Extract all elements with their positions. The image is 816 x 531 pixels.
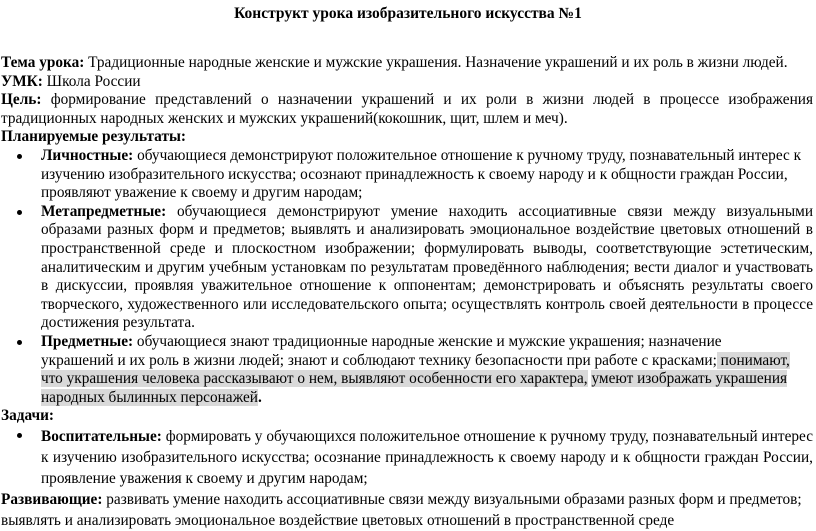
personal-text: обучающиеся демонстрируют положительное отношение к ручному труду, познавательный интерес к изучению изобразительного искусства; осознают принадлежность к своему народу и к общности граждан России, проявляют уважение к своему и другим народам;	[41, 146, 802, 202]
planned-results-heading: Планируемые результаты:	[1, 128, 186, 146]
umk-line	[1, 73, 813, 92]
umk-text: Школа России	[42, 72, 141, 90]
bullet-icon	[17, 340, 22, 345]
meta-text: обучающиеся демонстрируют умение находить ассоциативные связи между визуальными образами разных форм и предметов; выявлять и анализировать эмоциональное воздействие цветовых отношений в пространственной среде и плоскостном изображении; формулировать выводы, соответствующие эстетическим, аналитическим и другим учебным установкам по результатам проведённого наблюдения; вести диалог и участвовать в дискуссии, проявляя уважительное отношение к оппонентам; демонстрировать и объяснять результаты своего творческого, художественного или исследовательского опыта; осуществлять контроль своей деятельности в процессе достижения результата.	[41, 202, 813, 332]
lesson-goal-label: Цель:	[1, 91, 42, 109]
document-title: Конструкт урока изобразительного искусства №1	[234, 5, 582, 22]
subject-end: .	[257, 388, 262, 406]
subject-highlight-1: понимают,	[716, 351, 790, 369]
subject-label: Предметные:	[41, 332, 134, 350]
list-item-educational	[1, 426, 813, 489]
developing-label: Развивающие:	[1, 490, 103, 508]
umk-label: УМК:	[1, 72, 43, 90]
list-item-personal	[1, 147, 813, 203]
planned-results-list	[1, 147, 813, 407]
bullet-icon	[17, 433, 22, 438]
subject-text-1: обучающиеся знают традиционные народные женские и мужские украшения; назначение	[133, 332, 722, 350]
subject-highlight-2: что украшения человека рассказывают о нем, выявляют особенности его характера,	[41, 370, 588, 388]
lesson-topic	[1, 54, 813, 73]
meta-label: Метапредметные:	[41, 202, 167, 220]
educational-label: Воспитательные:	[41, 427, 162, 445]
tasks-heading: Задачи:	[1, 407, 55, 425]
lesson-topic-text: Традиционные народные женские и мужские украшения. Назначение украшений и их роль в жизни людей.	[84, 54, 788, 71]
developing-text: развивать умение находить ассоциативные связи между визуальными образами разных форм и предметов; выявлять и анализировать эмоциональное воздействие цветовых отношений в пространственной среде	[1, 490, 802, 529]
educational-text: формировать у обучающихся положительное отношение к ручному труду, познавательный интерес к изучению изобразительного искусства; осознание принадлежность к своему народу и к общности граждан России, проявление уважения к своему и другим народам;	[41, 427, 813, 487]
subject-highlight-3: умеют изображать украшения	[591, 370, 788, 388]
lesson-goal	[1, 91, 813, 128]
lesson-topic-label: Тема урока:	[1, 54, 85, 71]
tasks-list	[1, 426, 813, 489]
lesson-goal-text: формирование представлений о назначении украшений и их роли в жизни людей в процессе изображения традиционных народных женских и мужских украшений(кокошник, щит, шлем и меч).	[1, 91, 813, 127]
subject-text-2: украшений и их роль в жизни людей; знают и соблюдают технику безопасности при работе с красками;	[41, 351, 717, 369]
list-item-meta	[1, 203, 813, 333]
bullet-icon	[17, 210, 22, 215]
developing-tasks	[1, 489, 813, 531]
document-body	[1, 54, 813, 531]
list-item-subject	[1, 333, 813, 407]
personal-label: Личностные:	[41, 146, 134, 164]
subject-highlight-4: народных былинных персонажей	[41, 388, 258, 406]
bullet-icon	[17, 154, 22, 159]
